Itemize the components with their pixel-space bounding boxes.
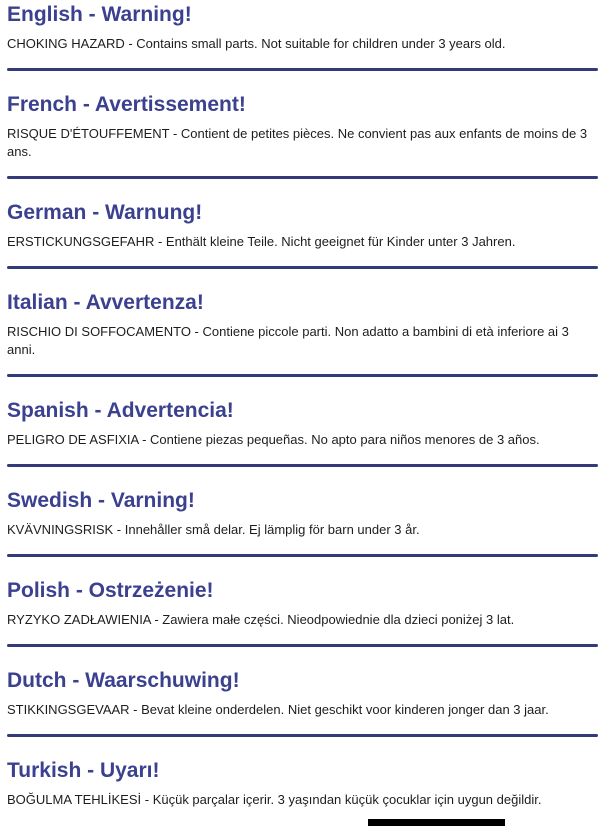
- warning-section-polish: [7, 579, 598, 629]
- warning-section-swedish: [7, 489, 598, 539]
- section-divider: [7, 68, 598, 71]
- section-body-dutch: STIKKINGSGEVAAR - Bevat kleine onderdelen. Niet geschikt voor kinderen jonger dan 3 jaar.: [7, 702, 549, 717]
- section-body-german: ERSTICKUNGSGEFAHR - Enthält kleine Teile. Nicht geeignet für Kinder unter 3 Jahren.: [7, 234, 516, 249]
- section-body-italian: RISCHIO DI SOFFOCAMENTO - Contiene piccole parti. Non adatto a bambini di età inferiore ai 3 anni.: [7, 324, 569, 357]
- section-heading-english: English - Warning!: [7, 3, 192, 26]
- section-divider: [7, 374, 598, 377]
- section-body-french: RISQUE D'ÉTOUFFEMENT - Contient de petites pièces. Ne convient pas aux enfants de moins de 3 ans.: [7, 126, 588, 159]
- section-body-swedish: KVÄVNINGSRISK - Innehåller små delar. Ej lämplig för barn under 3 år.: [7, 522, 420, 537]
- section-heading-polish: Polish - Ostrzeżenie!: [7, 579, 214, 602]
- section-heading-turkish: Turkish - Uyarı!: [7, 759, 160, 782]
- section-body-turkish: BOĞULMA TEHLİKESİ - Küçük parçalar içerir. 3 yaşından küçük çocuklar için uygun değildir.: [7, 792, 542, 807]
- warning-section-french: [7, 93, 598, 161]
- warning-section-spanish: [7, 399, 598, 449]
- section-divider: [7, 176, 598, 179]
- warning-section-dutch: [7, 669, 598, 719]
- section-heading-french: French - Avertissement!: [7, 93, 246, 116]
- section-divider: [7, 644, 598, 647]
- section-divider: [7, 266, 598, 269]
- section-heading-dutch: Dutch - Waarschuwing!: [7, 669, 240, 692]
- section-heading-spanish: Spanish - Advertencia!: [7, 399, 234, 422]
- section-divider: [7, 464, 598, 467]
- section-heading-german: German - Warnung!: [7, 201, 203, 224]
- section-body-spanish: PELIGRO DE ASFIXIA - Contiene piezas pequeñas. No apto para niños menores de 3 años.: [7, 432, 540, 447]
- warning-section-italian: [7, 291, 598, 359]
- warning-section-turkish: [7, 759, 598, 809]
- section-divider: [7, 734, 598, 737]
- warning-section-german: [7, 201, 598, 251]
- section-body-english: CHOKING HAZARD - Contains small parts. Not suitable for children under 3 years old.: [7, 36, 506, 51]
- warning-section-english: [7, 3, 598, 53]
- section-body-polish: RYZYKO ZADŁAWIENIA - Zawiera małe części. Nieodpowiednie dla dzieci poniżej 3 lat.: [7, 612, 515, 627]
- section-heading-swedish: Swedish - Varning!: [7, 489, 195, 512]
- section-heading-italian: Italian - Avvertenza!: [7, 291, 204, 314]
- bottom-black-bar: [368, 819, 505, 826]
- section-divider: [7, 554, 598, 557]
